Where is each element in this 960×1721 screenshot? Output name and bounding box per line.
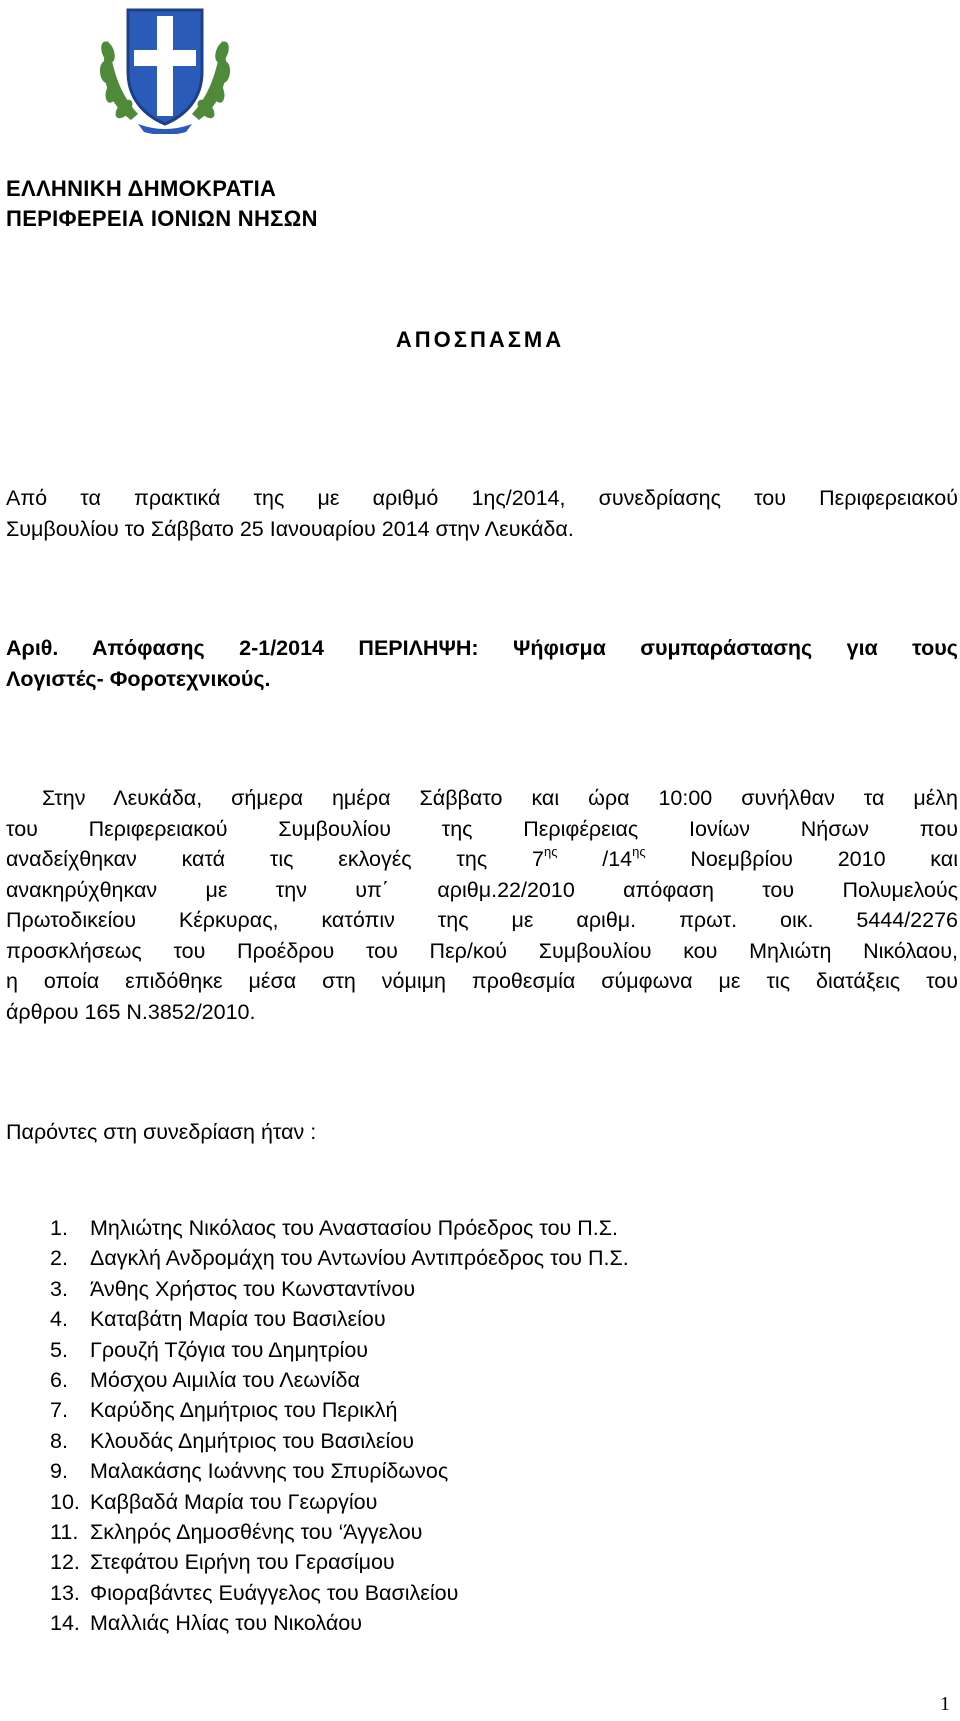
list-item-number: 8. — [50, 1428, 68, 1453]
list-item — [50, 1426, 629, 1456]
list-item-name: Κλουδάς Δημήτριος του Βασιλείου — [90, 1428, 415, 1453]
list-item — [50, 1578, 629, 1608]
document-title: ΑΠΟΣΠΑΣΜΑ — [395, 327, 565, 352]
list-item-number: 9. — [50, 1459, 68, 1484]
list-item-name: Άνθης Χρήστος του Κωνσταντίνου — [90, 1276, 416, 1301]
list-item-number: 1. — [50, 1216, 68, 1240]
list-item-number: 12. — [50, 1550, 80, 1575]
list-item-number: 13. — [50, 1580, 80, 1605]
body-line-7: η οποία επιδόθηκε μέσα στη νόμιμη προθεσμία σύμφωνα με τις διατάξεις του — [6, 969, 958, 993]
list-item — [50, 1365, 629, 1395]
list-item-number: 14. — [50, 1611, 80, 1636]
decision-line-2: Λογιστές- Φοροτεχνικούς. — [6, 666, 271, 691]
list-item-number: 2. — [50, 1246, 68, 1271]
list-item-number: 6. — [50, 1368, 68, 1393]
list-item — [50, 1243, 629, 1273]
body-line-5: Πρωτοδικείου Κέρκυρας, κατόπιν της με αριθμ. πρωτ. οικ. 5444/2276 — [6, 908, 958, 932]
page-number: 1 — [940, 1693, 950, 1715]
body-line-1: Στην Λευκάδα, σήμερα ημέρα Σάββατο και ώρα 10:00 συνήλθαν τα μέλη — [42, 786, 958, 810]
list-item-number: 10. — [50, 1489, 80, 1514]
body-paragraph — [6, 783, 958, 1027]
body-line-4: ανακηρύχθηκαν με την υπ΄ αριθμ.22/2010 απόφαση του Πολυμελούς — [6, 877, 958, 902]
list-item — [50, 1395, 629, 1425]
list-item — [50, 1274, 629, 1304]
list-item-number: 5. — [50, 1337, 68, 1362]
intro-line-1: Από τα πρακτικά της με αριθμό 1ης/2014, συνεδρίασης του Περιφερειακού — [6, 486, 958, 510]
body-line-3-b: /14 — [557, 847, 633, 871]
issuer-header — [6, 174, 318, 234]
list-item — [50, 1456, 629, 1486]
list-item-number: 3. — [50, 1276, 68, 1301]
list-item — [50, 1304, 629, 1334]
header-region: ΠΕΡΙΦΕΡΕΙΑ ΙΟΝΙΩΝ ΝΗΣΩΝ — [6, 206, 318, 231]
list-item — [50, 1213, 629, 1243]
ordinal-suffix-1: ης — [543, 844, 558, 859]
list-item — [50, 1608, 629, 1638]
list-item-name: Δαγκλή Ανδρομάχη του Αντωνίου Αντιπρόεδρος του Π.Σ. — [90, 1246, 629, 1271]
body-line-2: του Περιφερειακού Συμβουλίου της Περιφέρειας Ιονίων Νήσων που — [6, 816, 958, 841]
list-item-name: Μαλακάσης Ιωάννης του Σπυρίδωνος — [90, 1459, 449, 1484]
list-item-name: Φιοραβάντες Ευάγγελος του Βασιλείου — [90, 1580, 459, 1605]
intro-line-2: Συμβουλίου το Σάββατο 25 Ιανουαρίου 2014 στην Λευκάδα. — [6, 516, 574, 541]
greek-coat-of-arms-emblem — [86, 2, 244, 134]
list-item-name: Μαλλιάς Ηλίας του Νικολάου — [90, 1611, 362, 1636]
attendees-heading: Παρόντες στη συνεδρίαση ήταν : — [6, 1120, 317, 1144]
list-item-name: Καρύδης Δημήτριος του Περικλή — [90, 1398, 398, 1423]
decision-line-1: Αριθ. Απόφασης 2-1/2014 ΠΕΡΙΛΗΨΗ: Ψήφισμα συμπαράστασης για τους — [6, 636, 958, 660]
list-item — [50, 1547, 629, 1577]
body-line-3 — [6, 844, 958, 875]
list-item-number: 11. — [50, 1520, 79, 1545]
list-item-number: 4. — [50, 1307, 68, 1332]
header-country: ΕΛΛΗΝΙΚΗ ΔΗΜΟΚΡΑΤΙΑ — [6, 176, 277, 201]
list-item-name: Γρουζή Τζόγια του Δημητρίου — [90, 1337, 369, 1362]
list-item — [50, 1335, 629, 1365]
list-item — [50, 1487, 629, 1517]
list-item-name: Καταβάτη Μαρία του Βασιλείου — [90, 1307, 386, 1332]
body-line-3-a: αναδείχθηκαν κατά τις εκλογές της 7 — [6, 847, 544, 871]
list-item-number: 7. — [50, 1398, 68, 1423]
body-line-6: προσκλήσεως του Προέδρου του Περ/κού Συμβουλίου κου Μηλιώτη Νικόλαου, — [6, 938, 958, 963]
intro-paragraph — [6, 483, 958, 544]
list-item-name: Μόσχου Αιμιλία του Λεωνίδα — [90, 1368, 360, 1393]
body-line-3-c: Νοεμβρίου 2010 και — [645, 847, 958, 871]
body-line-8: άρθρου 165 Ν.3852/2010. — [6, 999, 256, 1024]
list-item-name: Στεφάτου Ειρήνη του Γερασίμου — [90, 1550, 395, 1575]
decision-heading — [6, 633, 958, 694]
ordinal-suffix-2: ης — [632, 844, 646, 859]
list-item-name: Σκληρός Δημοσθένης του ‘Άγγελου — [90, 1520, 423, 1545]
list-item — [50, 1517, 629, 1547]
attendee-list — [50, 1213, 629, 1639]
list-item-name: Καββαδά Μαρία του Γεωργίου — [90, 1489, 378, 1514]
list-item-name: Μηλιώτης Νικόλαος του Αναστασίου Πρόεδρος του Π.Σ. — [90, 1216, 619, 1240]
